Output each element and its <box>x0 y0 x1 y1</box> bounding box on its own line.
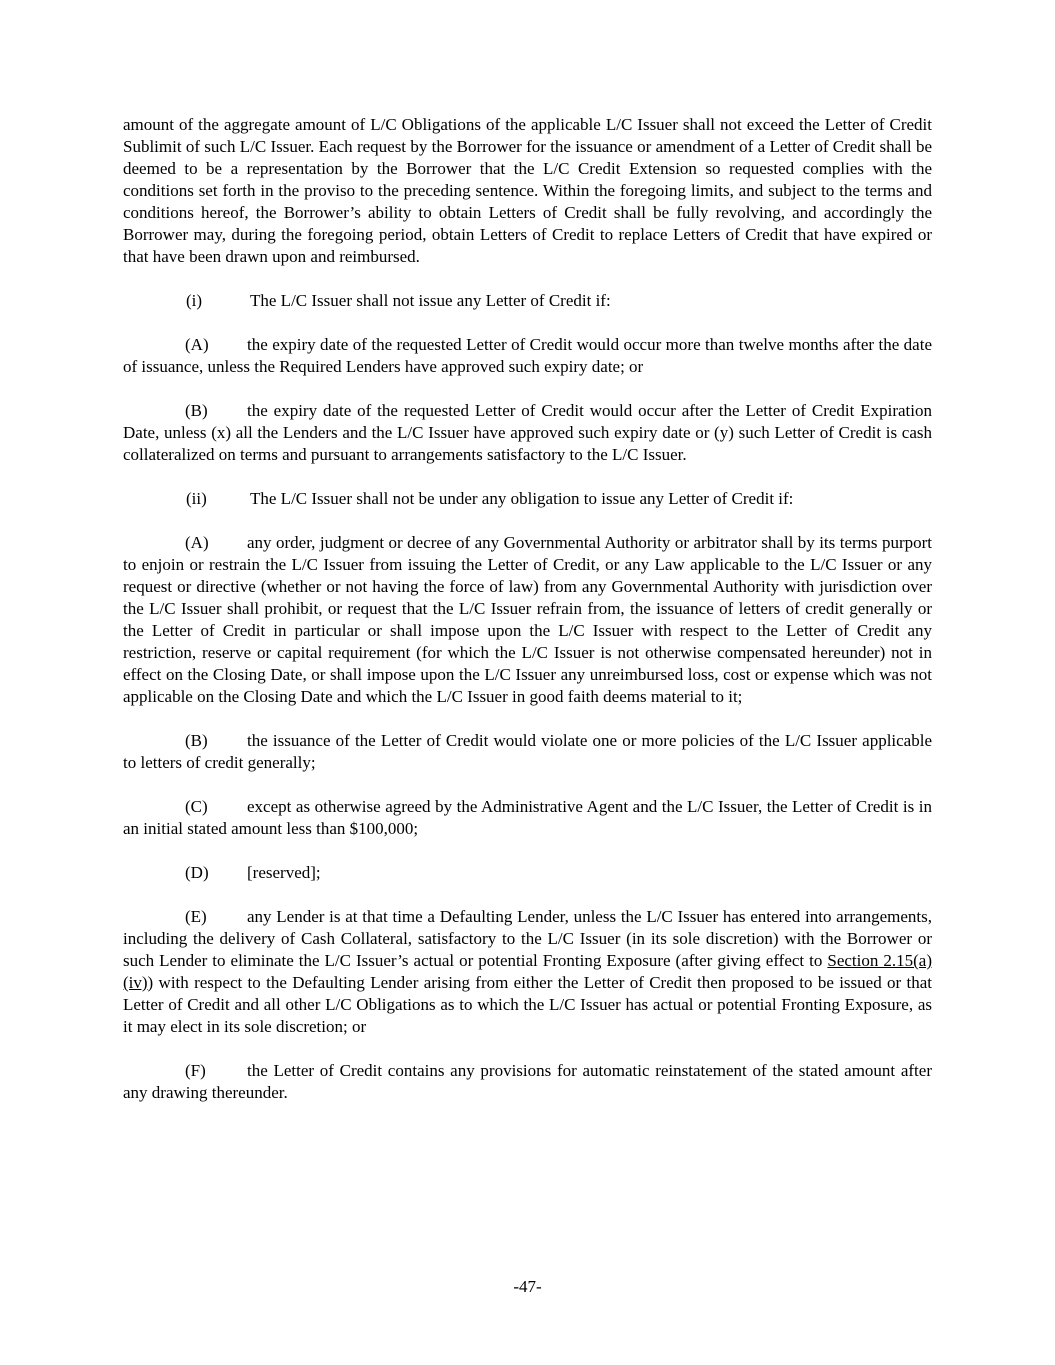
list-label: (F) <box>185 1061 206 1080</box>
paragraph-text: any Lender is at that time a Defaulting Lender, unless the L/C Issuer has entered into arrangements, including the delivery of Cash Collateral, satisfactory to the L/C Issuer (in its sole discretion) with the Borrower or such Lender to eliminate the L/C Issuer’s actual or potential Fronting Exposure (after giving effect to <box>123 907 932 970</box>
paragraph-text: the Letter of Credit contains any provisions for automatic reinstatement of the stated amount after any drawing thereunder. <box>123 1061 932 1102</box>
list-label: (A) <box>185 335 209 354</box>
list-item-ii-F <box>123 1060 932 1104</box>
list-item-ii-D <box>123 862 932 884</box>
list-item-ii-E <box>123 906 932 1038</box>
list-item-i-B <box>123 400 932 466</box>
list-label: (ii) <box>186 489 207 508</box>
list-label: (B) <box>185 731 208 750</box>
list-item-ii <box>123 488 932 510</box>
paragraph-text: The L/C Issuer shall not be under any obligation to issue any Letter of Credit if: <box>250 489 794 508</box>
list-item-i-A <box>123 334 932 378</box>
paragraph-text: the expiry date of the requested Letter of Credit would occur after the Letter of Credit Expiration Date, unless (x) all the Lenders and the L/C Issuer have approved such expiry date or (y) such Letter of Credit is cash collateralized on terms and pursuant to arrangements satisfactory to the L/C Issuer. <box>123 401 932 464</box>
paragraph-text: any order, judgment or decree of any Governmental Authority or arbitrator shall by its terms purport to enjoin or restrain the L/C Issuer from issuing the Letter of Credit, or any Law applicable to the L/C Issuer or any request or directive (whether or not having the force of law) from any Governmental Authority with jurisdiction over the L/C Issuer shall prohibit, or request that the L/C Issuer refrain from, the issuance of letters of credit generally or the Letter of Credit in particular or shall impose upon the L/C Issuer with respect to the Letter of Credit any restriction, reserve or capital requirement (for which the L/C Issuer is not otherwise compensated hereunder) not in effect on the Closing Date, or shall impose upon the L/C Issuer any unreimbursed loss, cost or expense which was not applicable on the Closing Date and which the L/C Issuer in good faith deems material to it; <box>123 533 932 706</box>
list-label: (B) <box>185 401 208 420</box>
paragraph-text: except as otherwise agreed by the Administrative Agent and the L/C Issuer, the Letter of Credit is in an initial stated amount less than $100,000; <box>123 797 932 838</box>
document-content <box>123 114 932 1104</box>
paragraph-text: [reserved]; <box>247 863 321 882</box>
list-item-ii-A <box>123 532 932 708</box>
list-label: (D) <box>185 863 209 882</box>
list-label: (E) <box>185 907 207 926</box>
paragraph-text: the expiry date of the requested Letter of Credit would occur more than twelve months after the date of issuance, unless the Required Lenders have approved such expiry date; or <box>123 335 932 376</box>
paragraph-text: the issuance of the Letter of Credit would violate one or more policies of the L/C Issuer applicable to letters of credit generally; <box>123 731 932 772</box>
list-label: (C) <box>185 797 208 816</box>
paragraph-text: The L/C Issuer shall not issue any Letter of Credit if: <box>250 291 611 310</box>
list-item-i <box>123 290 932 312</box>
list-label: (i) <box>186 291 203 310</box>
paragraph-body: amount of the aggregate amount of L/C Obligations of the applicable L/C Issuer shall not exceed the Letter of Credit Sublimit of such L/C Issuer. Each request by the Borrower for the issuance or amendment of a Letter of Credit shall be deemed to be a representation by the Borrower that the L/C Credit Extension so requested complies with the conditions set forth in the proviso to the preceding sentence. Within the foregoing limits, and subject to the terms and conditions hereof, the Borrower’s ability to obtain Letters of Credit shall be fully revolving, and accordingly the Borrower may, during the foregoing period, obtain Letters of Credit to replace Letters of Credit that have expired or that have been drawn upon and reimbursed. <box>123 115 932 266</box>
list-item-ii-C <box>123 796 932 840</box>
section-reference: Section 2.15(a)(iv) <box>123 951 932 992</box>
list-label: (A) <box>185 533 209 552</box>
page-number: -47- <box>513 1277 542 1296</box>
list-item-ii-B <box>123 730 932 774</box>
paragraph-text: ) with respect to the Defaulting Lender arising from either the Letter of Credit then proposed to be issued or that Letter of Credit and all other L/C Obligations as to which the L/C Issuer has actual or potential Fronting Exposure, as it may elect in its sole discretion; or <box>123 973 932 1036</box>
